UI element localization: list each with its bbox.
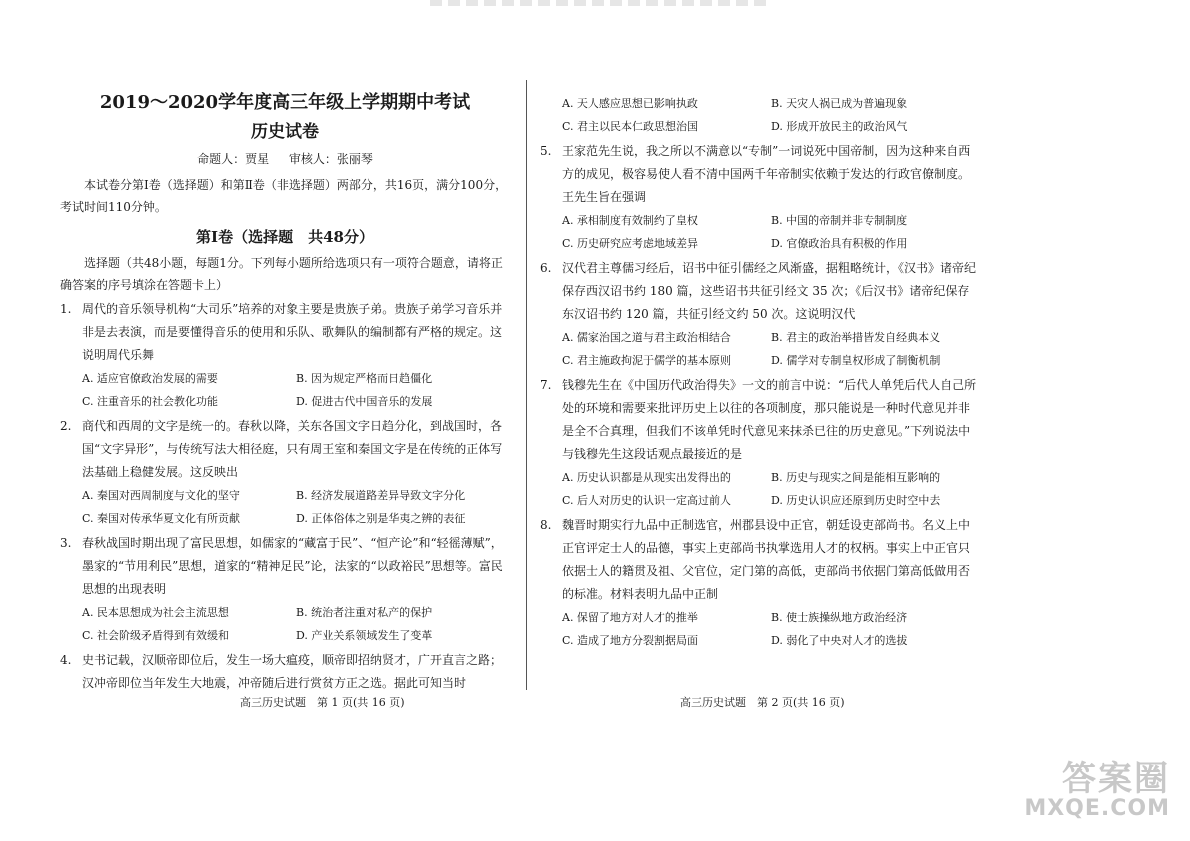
option: B. 天灾人祸已成为普遍现象: [771, 97, 908, 110]
question-item: [60, 532, 510, 647]
reviewer: 审核人：张丽琴: [288, 152, 373, 166]
question-stem: [540, 374, 980, 466]
question-stem: [60, 649, 510, 695]
option: A. 民本思想成为社会主流思想: [82, 606, 229, 619]
section-instruction: 选择题（共48小题，每题1分。下列每小题所给选项只有一项符合题意，请将正确答案的序号填涂在答题卡上）: [60, 256, 503, 292]
section-title: 第Ⅰ卷（选择题 共48分）: [196, 228, 374, 246]
question-options: [60, 367, 510, 413]
option: C. 君主以民本仁政思想治国: [562, 120, 699, 133]
option: B. 中国的帝制并非专制制度: [771, 214, 908, 227]
question-number: 4.: [60, 653, 72, 667]
option: A. 保留了地方对人才的推举: [562, 611, 698, 624]
question-number: 5.: [540, 144, 552, 158]
question-list-right: [540, 140, 980, 652]
option: A. 适应官僚政治发展的需要: [82, 372, 218, 385]
option: C. 君主施政拘泥于儒学的基本原则: [562, 354, 732, 367]
option: B. 统治者注重对私产的保护: [296, 606, 433, 619]
question-list-left: [60, 298, 510, 695]
option: B. 因为规定严格而日趋僵化: [296, 372, 433, 385]
question-options: [540, 209, 980, 255]
question-item: [60, 415, 510, 530]
question-item: [540, 374, 980, 512]
question-stem: [60, 532, 510, 601]
question-item: [540, 140, 980, 255]
option: A. 天人感应思想已影响执政: [562, 97, 698, 110]
option: D. 形成开放民主的政治风气: [771, 120, 908, 133]
question-options: [540, 606, 980, 652]
question-text: 汉代君主尊儒习经后，诏书中征引儒经之风渐盛，据粗略统计，《汉书》诸帝纪保存西汉诏书约 180 篇，这些诏书共征引经文 35 次；《后汉书》诸帝纪保存东汉诏书约 120 篇，共征引经文约 50 次。这说明汉代: [562, 261, 977, 321]
option: C. 秦国对传承华夏文化有所贡献: [82, 512, 241, 525]
option: C. 后人对历史的认识一定高过前人: [562, 494, 732, 507]
option: D. 弱化了中央对人才的选拔: [771, 634, 908, 647]
option: C. 社会阶级矛盾得到有效缓和: [82, 629, 230, 642]
question-text: 王家范先生说，我之所以不满意以“专制”一词说死中国帝制，因为这种来自西方的成见，极容易使人看不清中国两千年帝制实依赖于发达的行政官僚制度。王先生旨在强调: [562, 144, 971, 204]
option: B. 君主的政治举措皆发自经典本义: [771, 331, 941, 344]
exam-intro: 本试卷分第Ⅰ卷（选择题）和第Ⅱ卷（非选择题）两部分，共16页，满分100分，考试时间110分钟。: [60, 178, 508, 214]
option: A. 承相制度有效制约了皇权: [562, 214, 698, 227]
scan-smudge: [430, 0, 770, 6]
question-text: 周代的音乐领导机构“大司乐”培养的对象主要是贵族子弟。贵族子弟学习音乐并非是去表演，而是要懂得音乐的使用和乐队、歌舞队的编制都有严格的规定。这说明周代乐舞: [82, 302, 503, 362]
option: D. 儒学对专制皇权形成了制衡机制: [771, 354, 941, 367]
question-text: 魏晋时期实行九品中正制选官，州郡县设中正官，朝廷设吏部尚书。名义上中正官评定士人的品德，事实上吏部尚书执掌选用人才的权柄。事实上中正官只依据士人的籍贯及祖、父官位，定门第的高低，吏部尚书依据门第高低做用否的标准。材料表明九品中正制: [562, 518, 971, 601]
option: A. 儒家治国之道与君主政治相结合: [562, 331, 731, 344]
question-text: 商代和西周的文字是统一的。春秋以降，关东各国文字日趋分化，到战国时，各国“文字异形”，与传统写法大相径庭，只有周王室和秦国文字是在传统的正体写法基础上稳健发展。这反映出: [82, 419, 503, 479]
exam-page-1: [60, 90, 510, 695]
option: D. 促进古代中国音乐的发展: [296, 395, 433, 408]
question-item: [540, 257, 980, 372]
question-item: [60, 298, 510, 413]
logo-domain: MXQE.COM: [1024, 796, 1170, 821]
question-number: 3.: [60, 536, 72, 550]
question-stem: [60, 298, 510, 367]
question-options: [60, 601, 510, 647]
page-footer-right: 高三历史试题 第 2 页(共 16 页): [680, 696, 845, 709]
option: B. 使士族操纵地方政治经济: [771, 611, 908, 624]
q4-options: [540, 92, 980, 138]
question-number: 1.: [60, 302, 72, 316]
question-options: [540, 326, 980, 372]
question-stem: [540, 140, 980, 209]
question-number: 6.: [540, 261, 552, 275]
author: 命题人：贾星: [197, 152, 270, 166]
exam-subject: 历史试卷: [251, 122, 319, 142]
option: B. 经济发展道路差异导致文字分化: [296, 489, 466, 502]
authors-line: [60, 150, 510, 168]
option: C. 造成了地方分裂割据局面: [562, 634, 699, 647]
question-number: 2.: [60, 419, 72, 433]
question-text: 钱穆先生在《中国历代政治得失》一文的前言中说：“后代人单凭后代人自己所处的环境和需要来批评历史上以往的各项制度，那只能说是一种时代意见并非是全不合真理，但我们不该单凭时代意见来抹杀已往的历史意见。”下列说法中与钱穆先生这段话观点最接近的是: [562, 378, 977, 461]
question-stem: [540, 257, 980, 326]
option: D. 产业关系领域发生了变革: [296, 629, 433, 642]
site-logo: [1000, 761, 1170, 821]
option: B. 历史与现实之间是能相互影响的: [771, 471, 941, 484]
question-number: 7.: [540, 378, 552, 392]
exam-page-2: [540, 92, 980, 652]
page-divider: [526, 80, 527, 690]
option: D. 正体俗体之别是华夷之辨的表征: [296, 512, 466, 525]
option: D. 历史认识应还原到历史时空中去: [771, 494, 941, 507]
option: A. 历史认识都是从现实出发得出的: [562, 471, 731, 484]
question-options: [540, 466, 980, 512]
option: D. 官僚政治具有积极的作用: [771, 237, 908, 250]
question-item: [60, 649, 510, 695]
question-options: [60, 484, 510, 530]
question-stem: [540, 514, 980, 606]
page-footer-left: 高三历史试题 第 1 页(共 16 页): [240, 696, 405, 709]
question-stem: [60, 415, 510, 484]
question-item: [540, 514, 980, 652]
question-number: 8.: [540, 518, 552, 532]
option: C. 历史研究应考虑地域差异: [562, 237, 699, 250]
question-text: 春秋战国时期出现了富民思想，如儒家的“藏富于民”、“恒产论”和“轻徭薄赋”，墨家的“节用利民”思想，道家的“精神足民”论，法家的“以政裕民”思想等。富民思想的出现表明: [82, 536, 503, 596]
option: C. 注重音乐的社会教化功能: [82, 395, 219, 408]
option: A. 秦国对西周制度与文化的坚守: [82, 489, 240, 502]
question-text: 史书记载，汉顺帝即位后，发生一场大瘟疫，顺帝即招纳贤才，广开直言之路；汉冲帝即位当年发生大地震，冲帝随后进行赏贫方正之选。据此可知当时: [82, 653, 503, 690]
logo-text: 答案圈: [1062, 759, 1170, 799]
exam-title: 2019～2020学年度高三年级上学期期中考试: [99, 92, 471, 113]
